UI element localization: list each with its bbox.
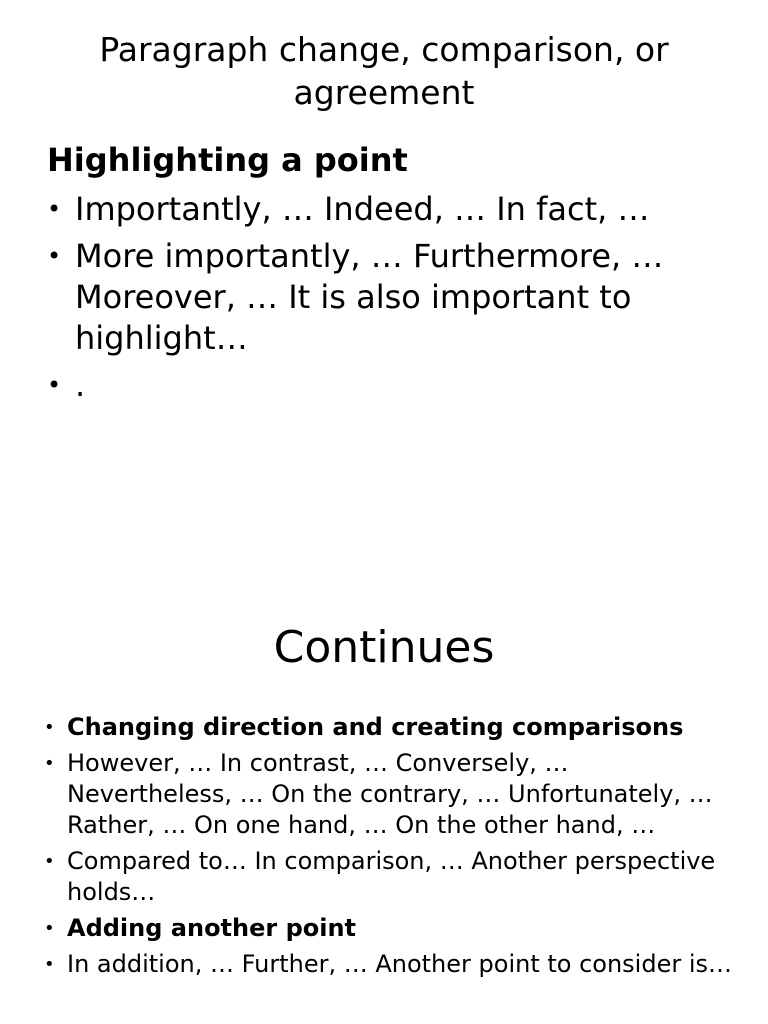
bullet-icon: • <box>44 918 55 939</box>
list-item <box>47 189 737 230</box>
bullet-icon: • <box>47 371 62 399</box>
list-item-text: . <box>75 366 86 404</box>
list-item-text: More importantly, … Furthermore, … Moreover, … It is also important to highlight… <box>75 237 664 357</box>
slide-title: Continues <box>273 622 495 673</box>
bullet-icon: • <box>44 851 55 872</box>
list-item <box>47 236 737 359</box>
list-item-heading: Adding another point <box>67 914 357 942</box>
bullet-icon: • <box>44 717 55 738</box>
list-item-text: Compared to… In comparison, … Another perspective holds… <box>67 847 716 906</box>
list-item <box>47 365 737 406</box>
bullet-icon: • <box>47 195 62 223</box>
list-item-text: Importantly, … Indeed, … In fact, … <box>75 190 650 228</box>
list-item <box>44 846 734 908</box>
bullet-list <box>47 189 737 412</box>
slide-title: Paragraph change, comparison, or agreement <box>99 30 669 112</box>
bullet-icon: • <box>44 954 55 975</box>
bullet-list <box>44 712 734 985</box>
bullet-icon: • <box>44 753 55 774</box>
list-item <box>44 913 734 944</box>
list-item-text: In addition, … Further, … Another point to consider is… <box>67 950 733 978</box>
list-item <box>44 748 734 841</box>
bullet-icon: • <box>47 242 62 270</box>
list-item-heading: Changing direction and creating comparisons <box>67 713 684 741</box>
section-heading-highlighting: Highlighting a point <box>47 141 408 179</box>
list-item-text: However, … In contrast, … Conversely, … Nevertheless, … On the contrary, … Unfortunately, … Rather, … On one hand, … On the other hand, … <box>67 749 713 839</box>
list-item <box>44 949 734 980</box>
slide-2 <box>0 512 768 1024</box>
list-item <box>44 712 734 743</box>
